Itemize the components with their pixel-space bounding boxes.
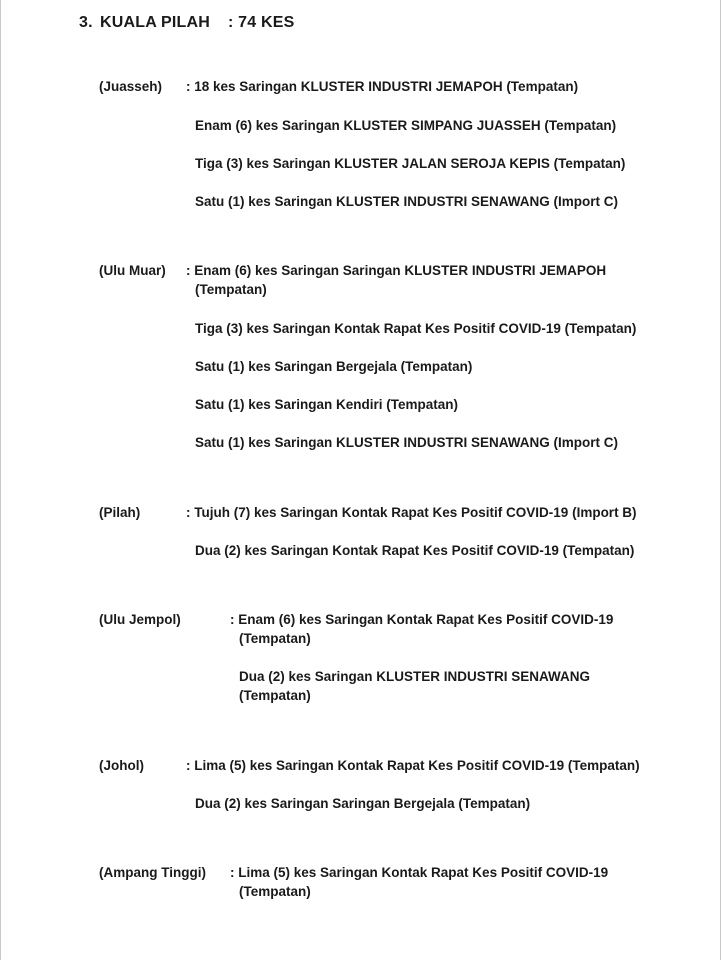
- area-label-ulu-jempol: (Ulu Jempol): [99, 612, 181, 627]
- area-entry: Enam (6) kes Saringan KLUSTER SIMPANG JUASSEH (Tempatan): [195, 118, 617, 133]
- area-entry: Satu (1) kes Saringan KLUSTER INDUSTRI SENAWANG (Import C): [195, 194, 619, 209]
- area-label-ulu-muar: (Ulu Muar): [99, 263, 166, 278]
- area-entry: Dua (2) kes Saringan KLUSTER INDUSTRI SENAWANG: [239, 669, 591, 684]
- section-heading: [79, 14, 295, 32]
- area-entry: Satu (1) kes Saringan KLUSTER INDUSTRI SENAWANG (Import C): [195, 435, 619, 450]
- area-entry: : Enam (6) kes Saringan Kontak Rapat Kes Positif COVID-19: [230, 612, 614, 627]
- area-label-ampang-tinggi: (Ampang Tinggi): [99, 865, 206, 880]
- area-entry: Dua (2) kes Saringan Kontak Rapat Kes Positif COVID-19 (Tempatan): [195, 543, 635, 558]
- area-label-johol: (Johol): [99, 758, 144, 773]
- district-name: KUALA PILAH: [100, 14, 211, 31]
- section-number: 3.: [79, 14, 93, 31]
- area-entry: (Tempatan): [239, 884, 311, 899]
- area-entry: : Tujuh (7) kes Saringan Kontak Rapat Kes Positif COVID-19 (Import B): [186, 505, 637, 520]
- area-entry: : Lima (5) kes Saringan Kontak Rapat Kes Positif COVID-19: [230, 865, 609, 880]
- area-label-pilah: (Pilah): [99, 505, 141, 520]
- area-entry: Tiga (3) kes Saringan Kontak Rapat Kes Positif COVID-19 (Tempatan): [195, 321, 637, 336]
- area-entry: Satu (1) kes Saringan Kendiri (Tempatan): [195, 397, 459, 412]
- area-entry: : Enam (6) kes Saringan Saringan KLUSTER INDUSTRI JEMAPOH: [186, 263, 607, 278]
- district-total: : 74 KES: [228, 14, 295, 31]
- area-entry: (Tempatan): [195, 282, 267, 297]
- area-label-juasseh: (Juasseh): [99, 79, 163, 94]
- area-entry: Tiga (3) kes Saringan KLUSTER JALAN SEROJA KEPIS (Tempatan): [195, 156, 626, 171]
- area-entry: (Tempatan): [239, 688, 311, 703]
- area-entry: : Lima (5) kes Saringan Kontak Rapat Kes Positif COVID-19 (Tempatan): [186, 758, 640, 773]
- area-entry: (Tempatan): [239, 631, 311, 646]
- area-entry: Dua (2) kes Saringan Saringan Bergejala (Tempatan): [195, 796, 531, 811]
- area-entry: : 18 kes Saringan KLUSTER INDUSTRI JEMAPOH (Tempatan): [186, 79, 579, 94]
- area-entry: Satu (1) kes Saringan Bergejala (Tempatan): [195, 359, 473, 374]
